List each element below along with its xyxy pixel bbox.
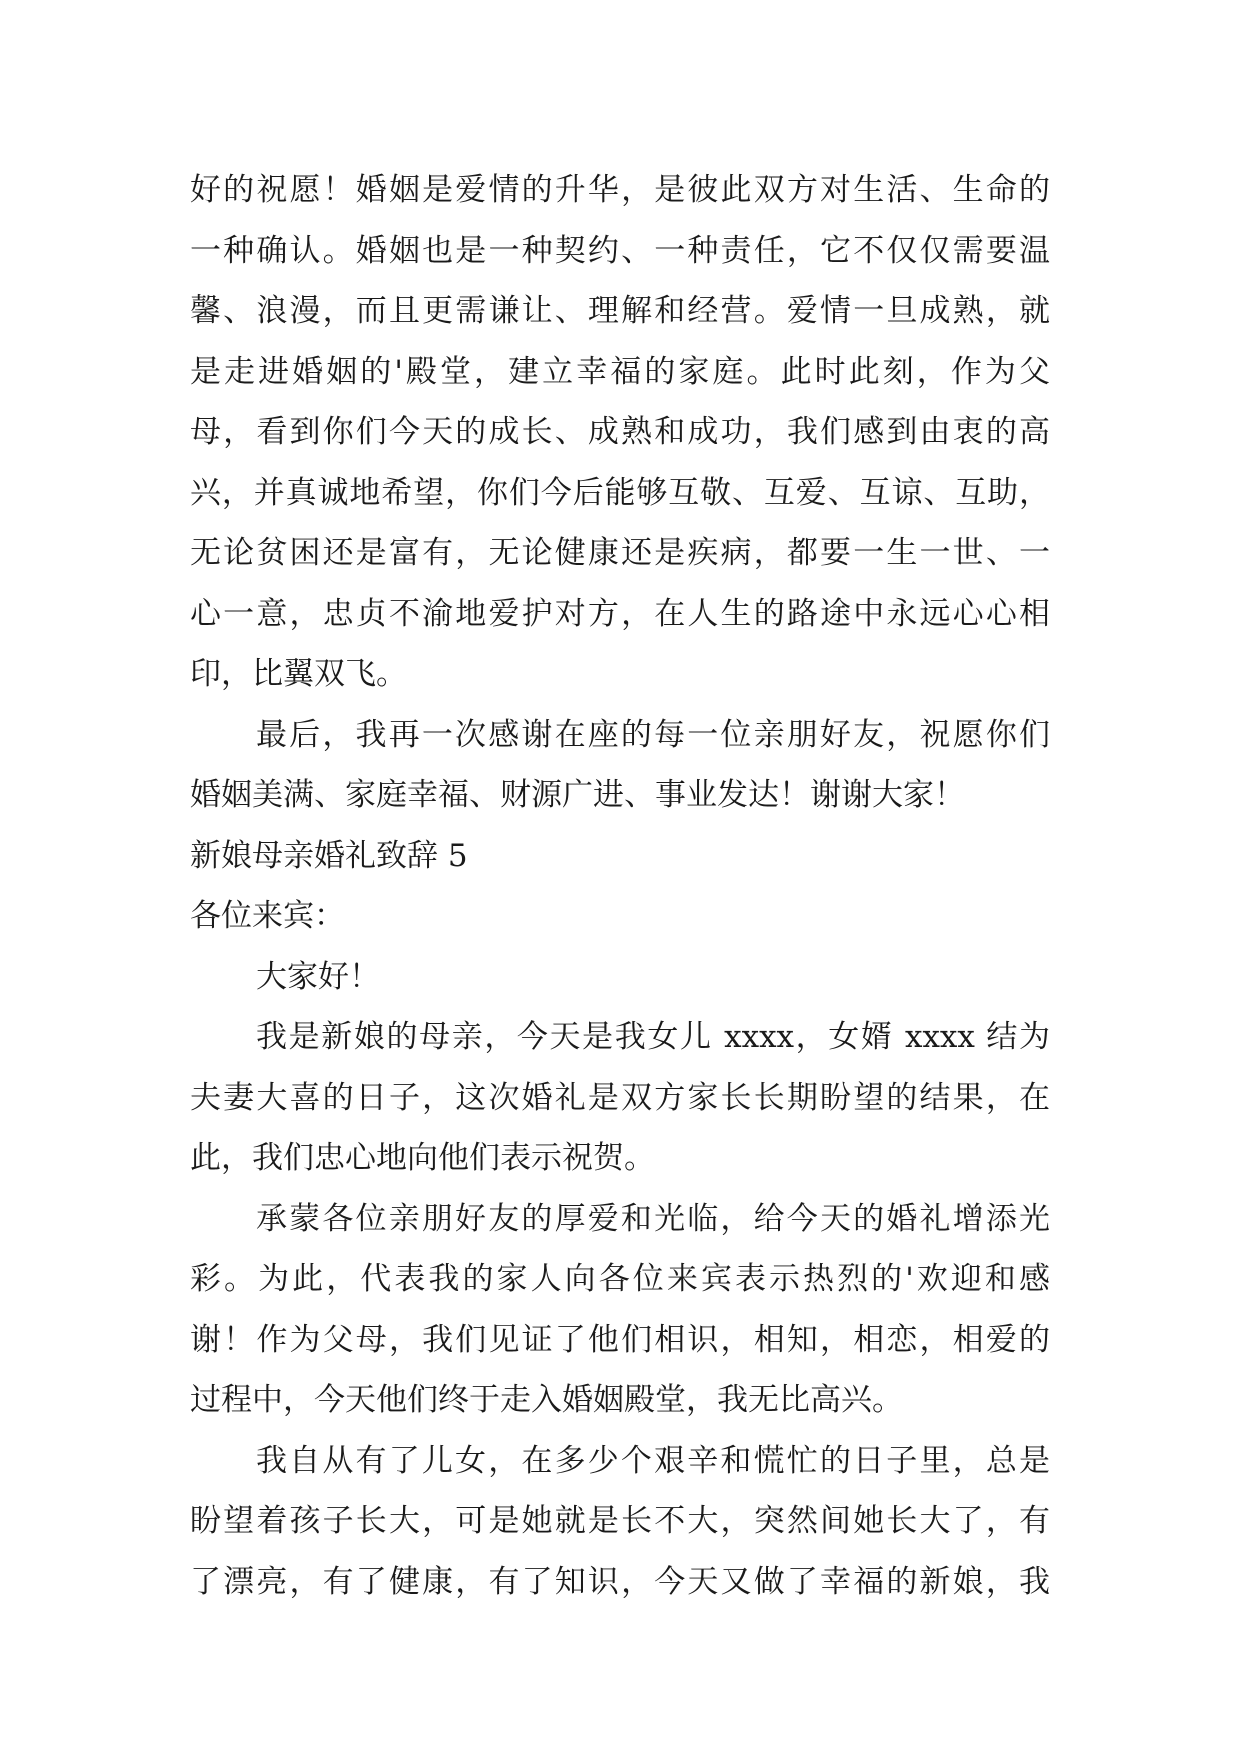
text-line: 我自从有了儿女，在多少个艰辛和慌忙的日子里，总是 (256, 1442, 1050, 1479)
text-line: 印，比翼双飞。 (190, 656, 407, 692)
text-line: 过程中，今天他们终于走入婚姻殿堂，我无比高兴。 (190, 1382, 903, 1418)
text-line: 一种确认。婚姻也是一种契约、一种责任，它不仅仅需要温 (190, 232, 1050, 269)
text-line: 最后，我再一次感谢在座的每一位亲朋好友，祝愿你们 (256, 716, 1050, 753)
salutation: 各位来宾： (190, 898, 345, 934)
document-body (190, 160, 1050, 1612)
text-line: 婚姻美满、家庭幸福、财源广进、事业发达！谢谢大家！ (190, 777, 965, 813)
text-line: 馨、浪漫，而且更需谦让、理解和经营。爱情一旦成熟，就 (190, 293, 1050, 329)
text-line: 盼望着孩子长大，可是她就是长不大，突然间她长大了，有 (190, 1503, 1050, 1539)
text-line: 无论贫困还是富有，无论健康还是疾病，都要一生一世、一 (190, 535, 1050, 571)
text-line: 彩。为此，代表我的家人向各位来宾表示热烈的'欢迎和感 (190, 1261, 1050, 1297)
text-line: 承蒙各位亲朋好友的厚爱和光临，给今天的婚礼增添光 (256, 1200, 1050, 1237)
greeting: 大家好！ (256, 958, 380, 995)
text-line: 母，看到你们今天的成长、成熟和成功，我们感到由衷的高 (190, 414, 1050, 450)
text-line: 好的祝愿！婚姻是爱情的升华，是彼此双方对生活、生命的 (190, 172, 1050, 208)
text-line: 兴，并真诚地希望，你们今后能够互敬、互爱、互谅、互助， (190, 474, 1050, 511)
text-line: 谢！作为父母，我们见证了他们相识，相知，相恋，相爱的 (190, 1321, 1050, 1358)
text-line: 此，我们忠心地向他们表示祝贺。 (190, 1140, 655, 1176)
text-line: 心一意，忠贞不渝地爱护对方，在人生的路途中永远心心相 (190, 595, 1050, 632)
text-line: 夫妻大喜的日子，这次婚礼是双方家长长期盼望的结果，在 (190, 1079, 1050, 1116)
text-line: 我是新娘的母亲，今天是我女儿 xxxx，女婿 xxxx 结为 (256, 1019, 1050, 1055)
text-line: 了漂亮，有了健康，有了知识，今天又做了幸福的新娘，我 (190, 1563, 1050, 1600)
section-heading: 新娘母亲婚礼致辞 5 (190, 837, 468, 874)
text-line: 是走进婚姻的'殿堂，建立幸福的家庭。此时此刻，作为父 (190, 353, 1050, 390)
